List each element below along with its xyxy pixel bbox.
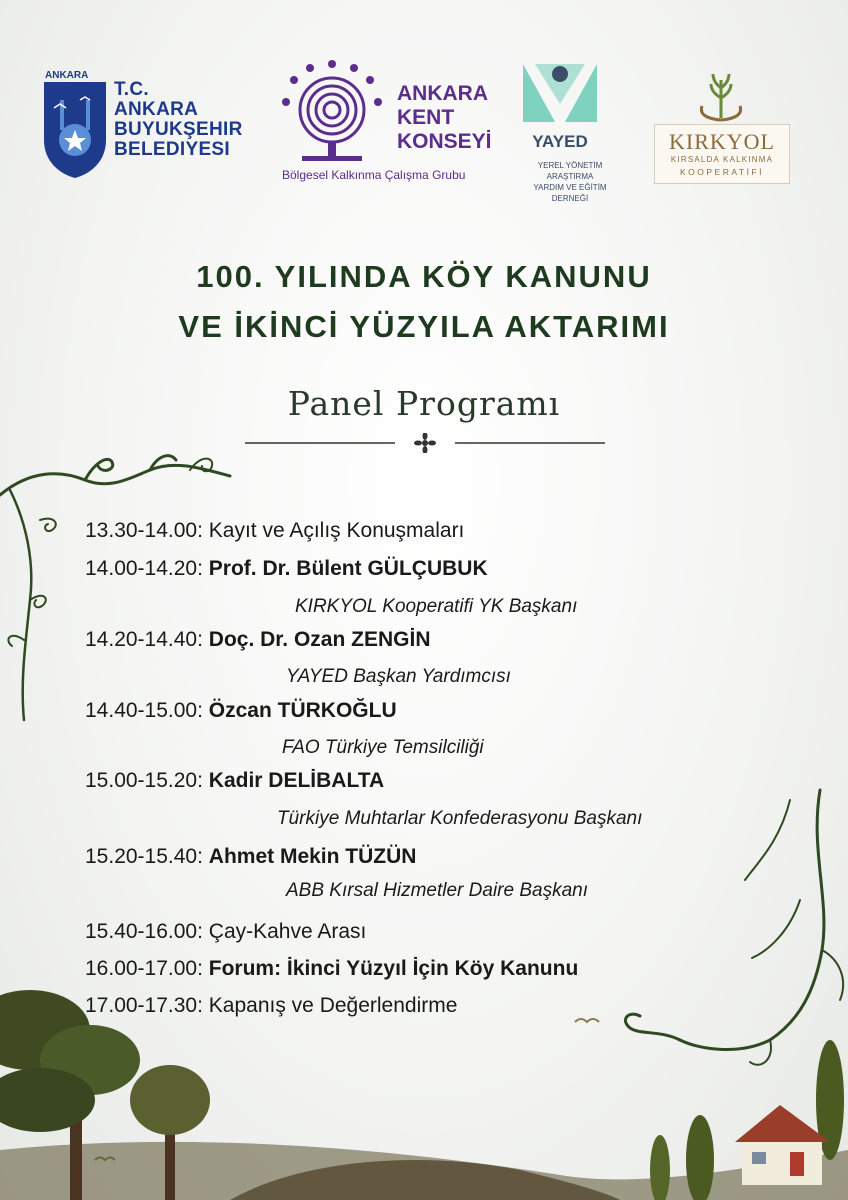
kirkyol-sub1: KIRSALDA KALKINMA <box>670 155 774 164</box>
speaker-name: Ahmet Mekin TÜZÜN <box>208 845 417 868</box>
speaker-role: KIRKYOL Kooperatifi YK Başkanı <box>295 596 578 617</box>
schedule-time: 16.00-17.00: <box>85 957 203 980</box>
speaker-name: Doç. Dr. Ozan ZENGİN <box>208 628 431 651</box>
kirkyol-name: KIRKYOL <box>669 129 775 154</box>
schedule-item <box>85 557 488 581</box>
akk-line3: KONSEYİ <box>397 130 492 153</box>
title-line2: VE İKİNCİ YÜZYILA AKTARIMI <box>178 309 670 344</box>
speaker-name: Prof. Dr. Bülent GÜLÇUBUK <box>208 557 488 580</box>
abb-line4: BELEDIYESI <box>114 139 230 160</box>
yayed-sub1: YEREL YÖNETİM ARAŞTIRMA <box>537 161 603 181</box>
yayed-sub2: YARDIM VE EĞİTİM DERNEĞİ <box>533 183 607 203</box>
schedule-text: Kayıt ve Açılış Konuşmaları <box>208 519 465 542</box>
page-subtitle: Panel Programı <box>287 384 561 423</box>
schedule-item <box>85 994 457 1018</box>
speaker-name: Kadir DELİBALTA <box>208 769 385 792</box>
yayed-name: YAYED <box>532 132 588 151</box>
akk-subtitle: Bölgesel Kalkınma Çalışma Grubu <box>282 168 466 182</box>
schedule-item <box>85 699 397 723</box>
abb-line2: ANKARA <box>114 99 199 120</box>
schedule-item <box>85 957 578 981</box>
akk-line2: KENT <box>397 106 455 129</box>
schedule-time: 15.20-15.40: <box>85 845 203 868</box>
schedule-time: 15.40-16.00: <box>85 920 203 943</box>
schedule-item <box>85 845 416 869</box>
speaker-role: Türkiye Muhtarlar Konfederasyonu Başkanı <box>277 808 643 829</box>
schedule-text: Kapanış ve Değerlendirme <box>208 994 458 1017</box>
title-line1: 100. YILINDA KÖY KANUNU <box>196 259 652 294</box>
speaker-role: YAYED Başkan Yardımcısı <box>286 666 511 687</box>
schedule-text: Çay-Kahve Arası <box>208 920 367 943</box>
schedule-time: 17.00-17.30: <box>85 994 203 1017</box>
speaker-role: ABB Kırsal Hizmetler Daire Başkanı <box>286 880 588 901</box>
abb-line3: BUYUKŞEHIR <box>114 119 243 140</box>
schedule-item <box>85 920 366 944</box>
schedule-time: 14.00-14.20: <box>85 557 203 580</box>
schedule-time: 13.30-14.00: <box>85 519 203 542</box>
schedule-time: 14.20-14.40: <box>85 628 203 651</box>
schedule-item <box>85 628 430 652</box>
speaker-role: FAO Türkiye Temsilciliği <box>282 737 484 758</box>
akk-line1: ANKARA <box>397 82 488 105</box>
schedule-item <box>85 769 384 793</box>
abb-line1: T.C. <box>114 79 149 100</box>
schedule-time: 15.00-15.20: <box>85 769 203 792</box>
schedule-item <box>85 519 464 543</box>
speaker-name: Özcan TÜRKOĞLU <box>208 699 397 722</box>
forum-title: Forum: İkinci Yüzyıl İçin Köy Kanunu <box>208 957 579 980</box>
kirkyol-sub2: KOOPERATİFİ <box>679 167 765 177</box>
schedule-time: 14.40-15.00: <box>85 699 203 722</box>
abb-logo-top: ANKARA <box>45 70 89 81</box>
